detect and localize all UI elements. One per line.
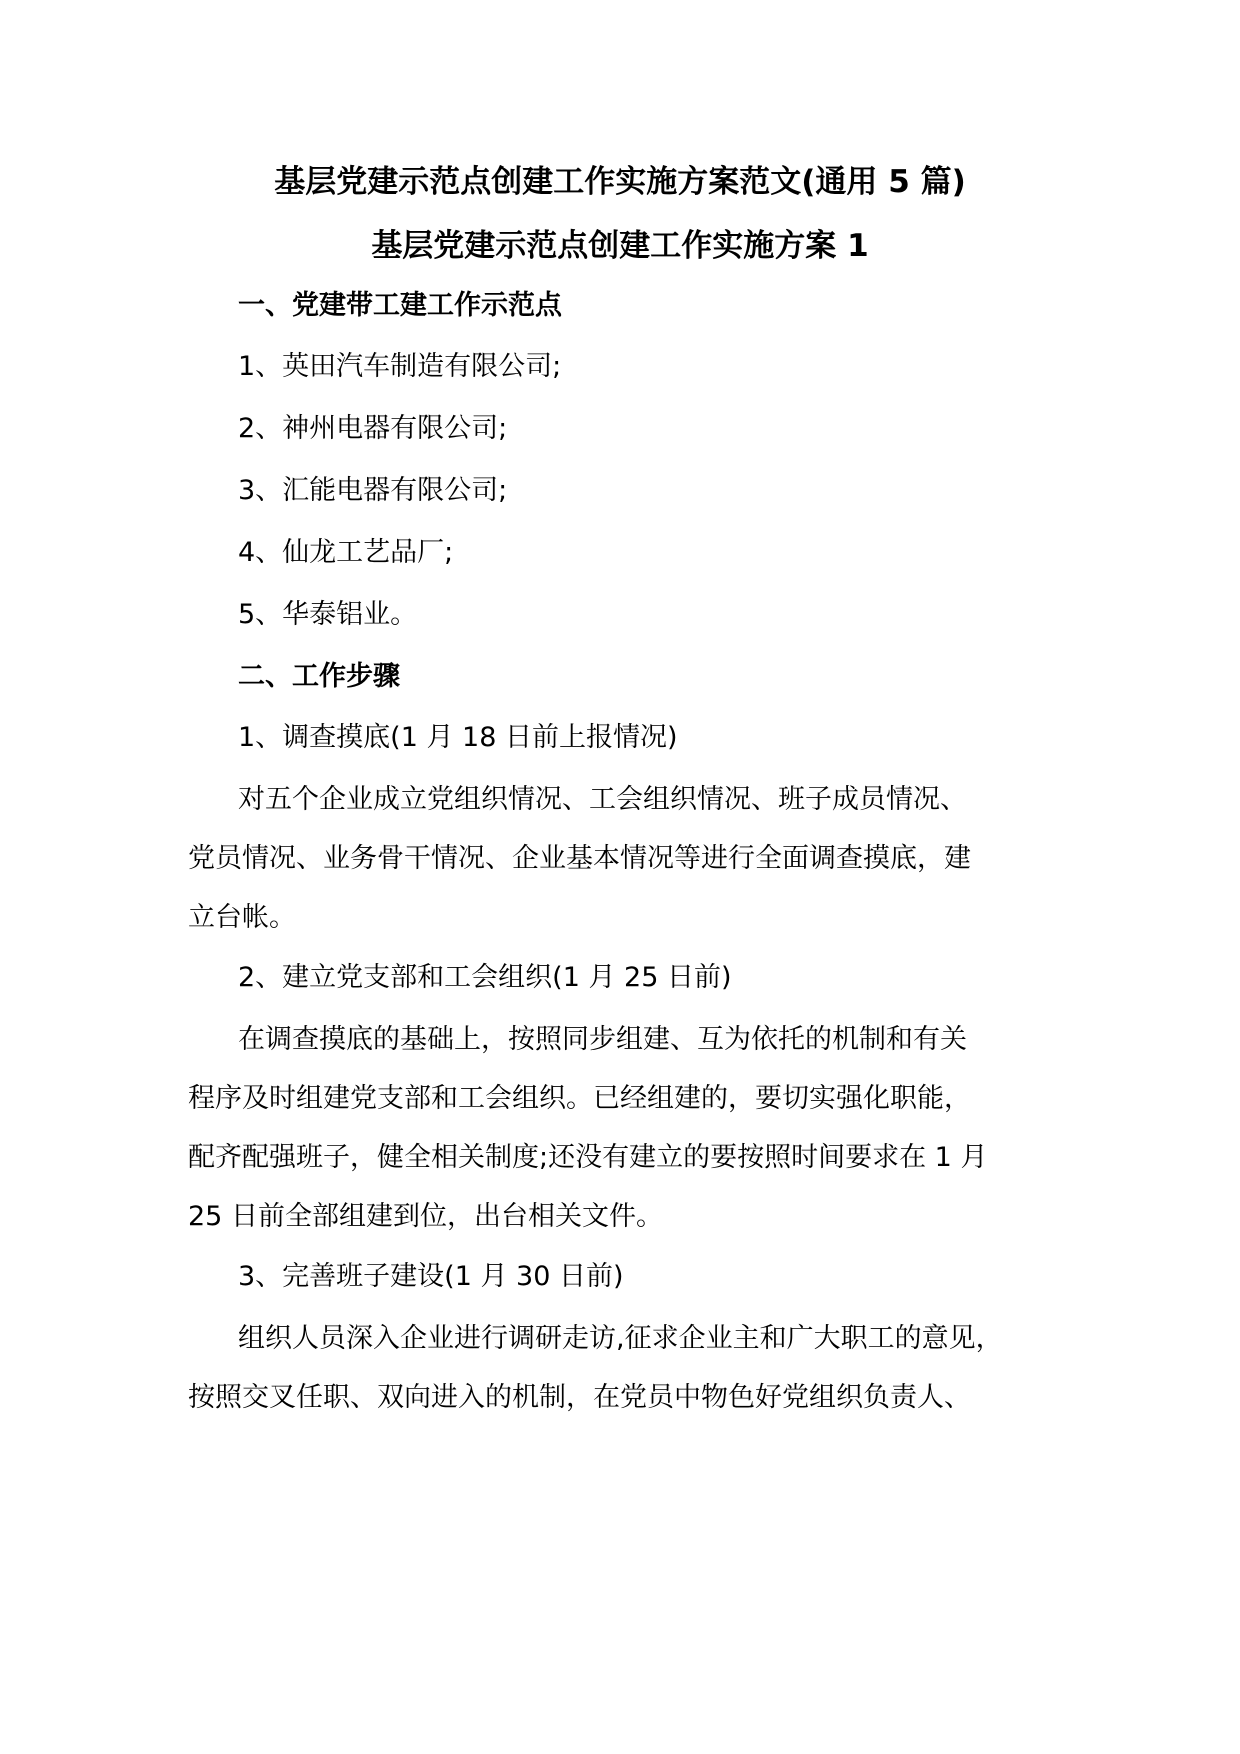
paragraph-line: 党员情况、业务骨干情况、企业基本情况等进行全面调查摸底，建 xyxy=(188,843,971,874)
paragraph-line: 组织人员深入企业进行调研走访,征求企业主和广大职工的意见， xyxy=(238,1323,1003,1354)
paragraph-line: 程序及时组建党支部和工会组织。已经组建的，要切实强化职能， xyxy=(188,1083,971,1114)
section-heading-2: 二、工作步骤 xyxy=(238,661,400,692)
paragraph-line: 按照交叉任职、双向进入的机制，在党员中物色好党组织负责人、 xyxy=(188,1382,971,1413)
list-item: 5、华泰铝业。 xyxy=(238,599,418,630)
paragraph-line: 在调查摸底的基础上，按照同步组建、互为依托的机制和有关 xyxy=(238,1024,967,1055)
document-subtitle: 基层党建示范点创建工作实施方案 1 xyxy=(371,228,869,264)
step-heading-2: 2、建立党支部和工会组织(1 月 25 日前) xyxy=(238,962,732,993)
paragraph-line: 配齐配强班子，健全相关制度;还没有建立的要按照时间要求在 1 月 xyxy=(188,1142,988,1173)
list-item: 3、汇能电器有限公司; xyxy=(238,475,508,506)
paragraph-line: 立台帐。 xyxy=(188,902,296,933)
step-heading-1: 1、调查摸底(1 月 18 日前上报情况) xyxy=(238,722,678,753)
list-item: 2、神州电器有限公司; xyxy=(238,413,508,444)
paragraph-line: 25 日前全部组建到位，出台相关文件。 xyxy=(188,1201,663,1232)
step-heading-3: 3、完善班子建设(1 月 30 日前) xyxy=(238,1261,624,1292)
list-item: 1、英田汽车制造有限公司; xyxy=(238,351,562,382)
document-title: 基层党建示范点创建工作实施方案范文(通用 5 篇) xyxy=(274,164,966,200)
section-heading-1: 一、党建带工建工作示范点 xyxy=(238,290,562,321)
paragraph-line: 对五个企业成立党组织情况、工会组织情况、班子成员情况、 xyxy=(238,784,967,815)
list-item: 4、仙龙工艺品厂; xyxy=(238,537,454,568)
